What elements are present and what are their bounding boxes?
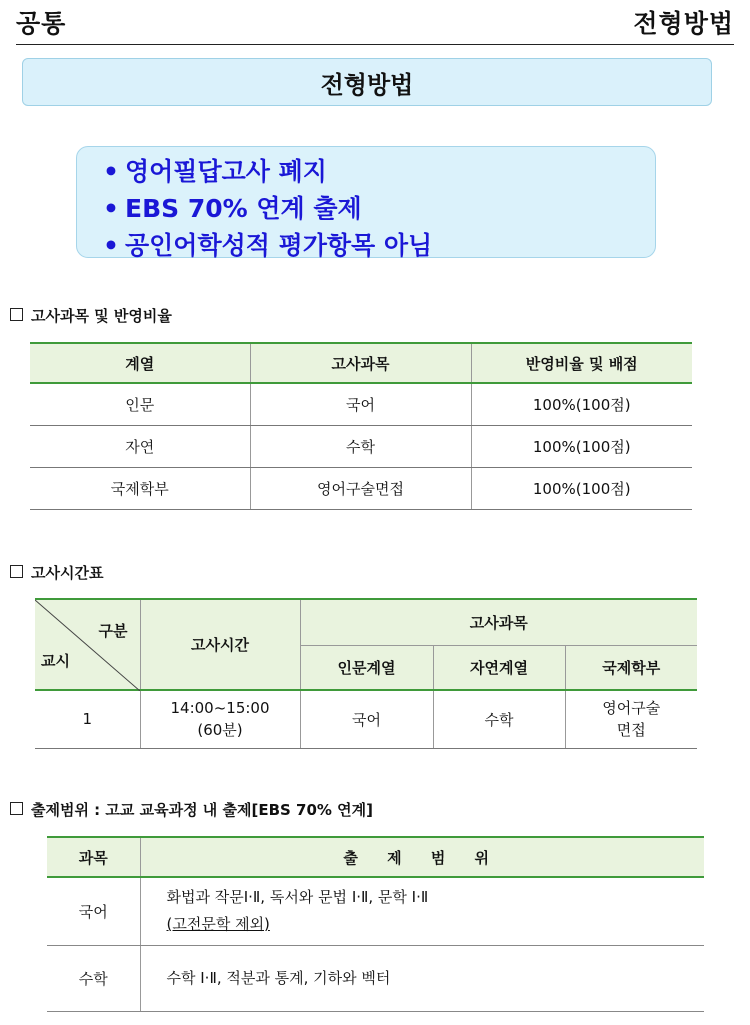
column-header: 자연계열	[433, 645, 565, 690]
cell-line: 14:00~15:00	[170, 699, 270, 718]
table-cell	[140, 877, 704, 945]
table-cell: 수학 Ⅰ·Ⅱ, 적분과 통계, 기하와 벡터	[140, 945, 704, 1011]
column-header-text: 출 제 범 위	[343, 848, 502, 867]
column-header: 과목	[47, 837, 140, 877]
table-row	[47, 877, 704, 945]
page-title: 전형방법	[22, 58, 712, 106]
table-cell	[140, 690, 300, 748]
table-cell: 자연	[30, 426, 250, 468]
key-point-text: 공인어학성적 평가항목 아님	[125, 231, 433, 260]
scope-line: 화법과 작문Ⅰ·Ⅱ, 독서와 문법 Ⅰ·Ⅱ, 문학 Ⅰ·Ⅱ	[166, 888, 429, 907]
table-cell: 국어	[47, 877, 140, 945]
diagonal-line	[35, 600, 140, 691]
table-cell	[565, 690, 697, 748]
column-header: 고사과목	[250, 343, 471, 383]
table-cell: 국어	[300, 690, 433, 748]
column-header	[140, 837, 704, 877]
key-points-box	[76, 146, 656, 258]
table-cell: 100%(100점)	[471, 383, 692, 426]
cell-line: (60분)	[197, 721, 243, 740]
table-cell: 수학	[47, 945, 140, 1011]
header-left-title: 공통	[16, 9, 67, 38]
key-point	[103, 227, 655, 264]
diagonal-bottom-label: 교시	[41, 652, 70, 670]
key-point	[103, 153, 655, 190]
key-point-text: 영어필답고사 폐지	[125, 157, 327, 186]
table-cell: 100%(100점)	[471, 426, 692, 468]
square-outline-icon	[10, 565, 23, 578]
column-header: 반영비율 및 배점	[471, 343, 692, 383]
table-row	[47, 945, 704, 1011]
square-outline-icon	[10, 802, 23, 815]
diagonal-top-label: 구분	[98, 622, 128, 640]
header-right-title: 전형방법	[633, 9, 734, 38]
table-cell: 영어구술면접	[250, 468, 471, 510]
bullet-icon: •	[103, 194, 119, 223]
table-cell: 수학	[250, 426, 471, 468]
bullet-icon: •	[103, 231, 119, 260]
table-cell: 국어	[250, 383, 471, 426]
section-heading-text: 고사시간표	[31, 564, 104, 582]
table-cell: 1	[35, 690, 140, 748]
table-row	[30, 426, 692, 468]
table-cell: 인문	[30, 383, 250, 426]
key-point	[103, 190, 655, 227]
table-row	[35, 690, 697, 748]
bullet-icon: •	[103, 157, 119, 186]
table-cell: 국제학부	[30, 468, 250, 510]
scope-line-note: (고전문학 제외)	[166, 915, 270, 934]
table-row	[30, 468, 692, 510]
column-header: 국제학부	[565, 645, 697, 690]
square-outline-icon	[10, 308, 23, 321]
cell-line: 면접	[616, 721, 646, 740]
subjects-table	[30, 342, 692, 510]
cell-line: 영어구술	[602, 699, 661, 718]
section-heading-text: 고사과목 및 반영비율	[31, 307, 172, 325]
table-cell: 100%(100점)	[471, 468, 692, 510]
section-heading-schedule	[10, 562, 103, 583]
scope-table	[47, 836, 704, 1012]
page-header	[16, 0, 734, 45]
diagonal-header-cell	[35, 599, 140, 690]
key-point-text: EBS 70% 연계 출제	[125, 194, 362, 223]
schedule-table	[35, 598, 697, 749]
section-heading-text: 출제범위 : 고교 교육과정 내 출제[EBS 70% 연계]	[31, 801, 374, 819]
section-heading-subjects	[10, 305, 172, 326]
column-header: 계열	[30, 343, 250, 383]
column-header-group: 고사과목	[300, 599, 697, 645]
table-row	[30, 383, 692, 426]
column-header: 인문계열	[300, 645, 433, 690]
table-cell: 수학	[433, 690, 565, 748]
section-heading-scope	[10, 799, 373, 820]
column-header: 고사시간	[140, 599, 300, 690]
